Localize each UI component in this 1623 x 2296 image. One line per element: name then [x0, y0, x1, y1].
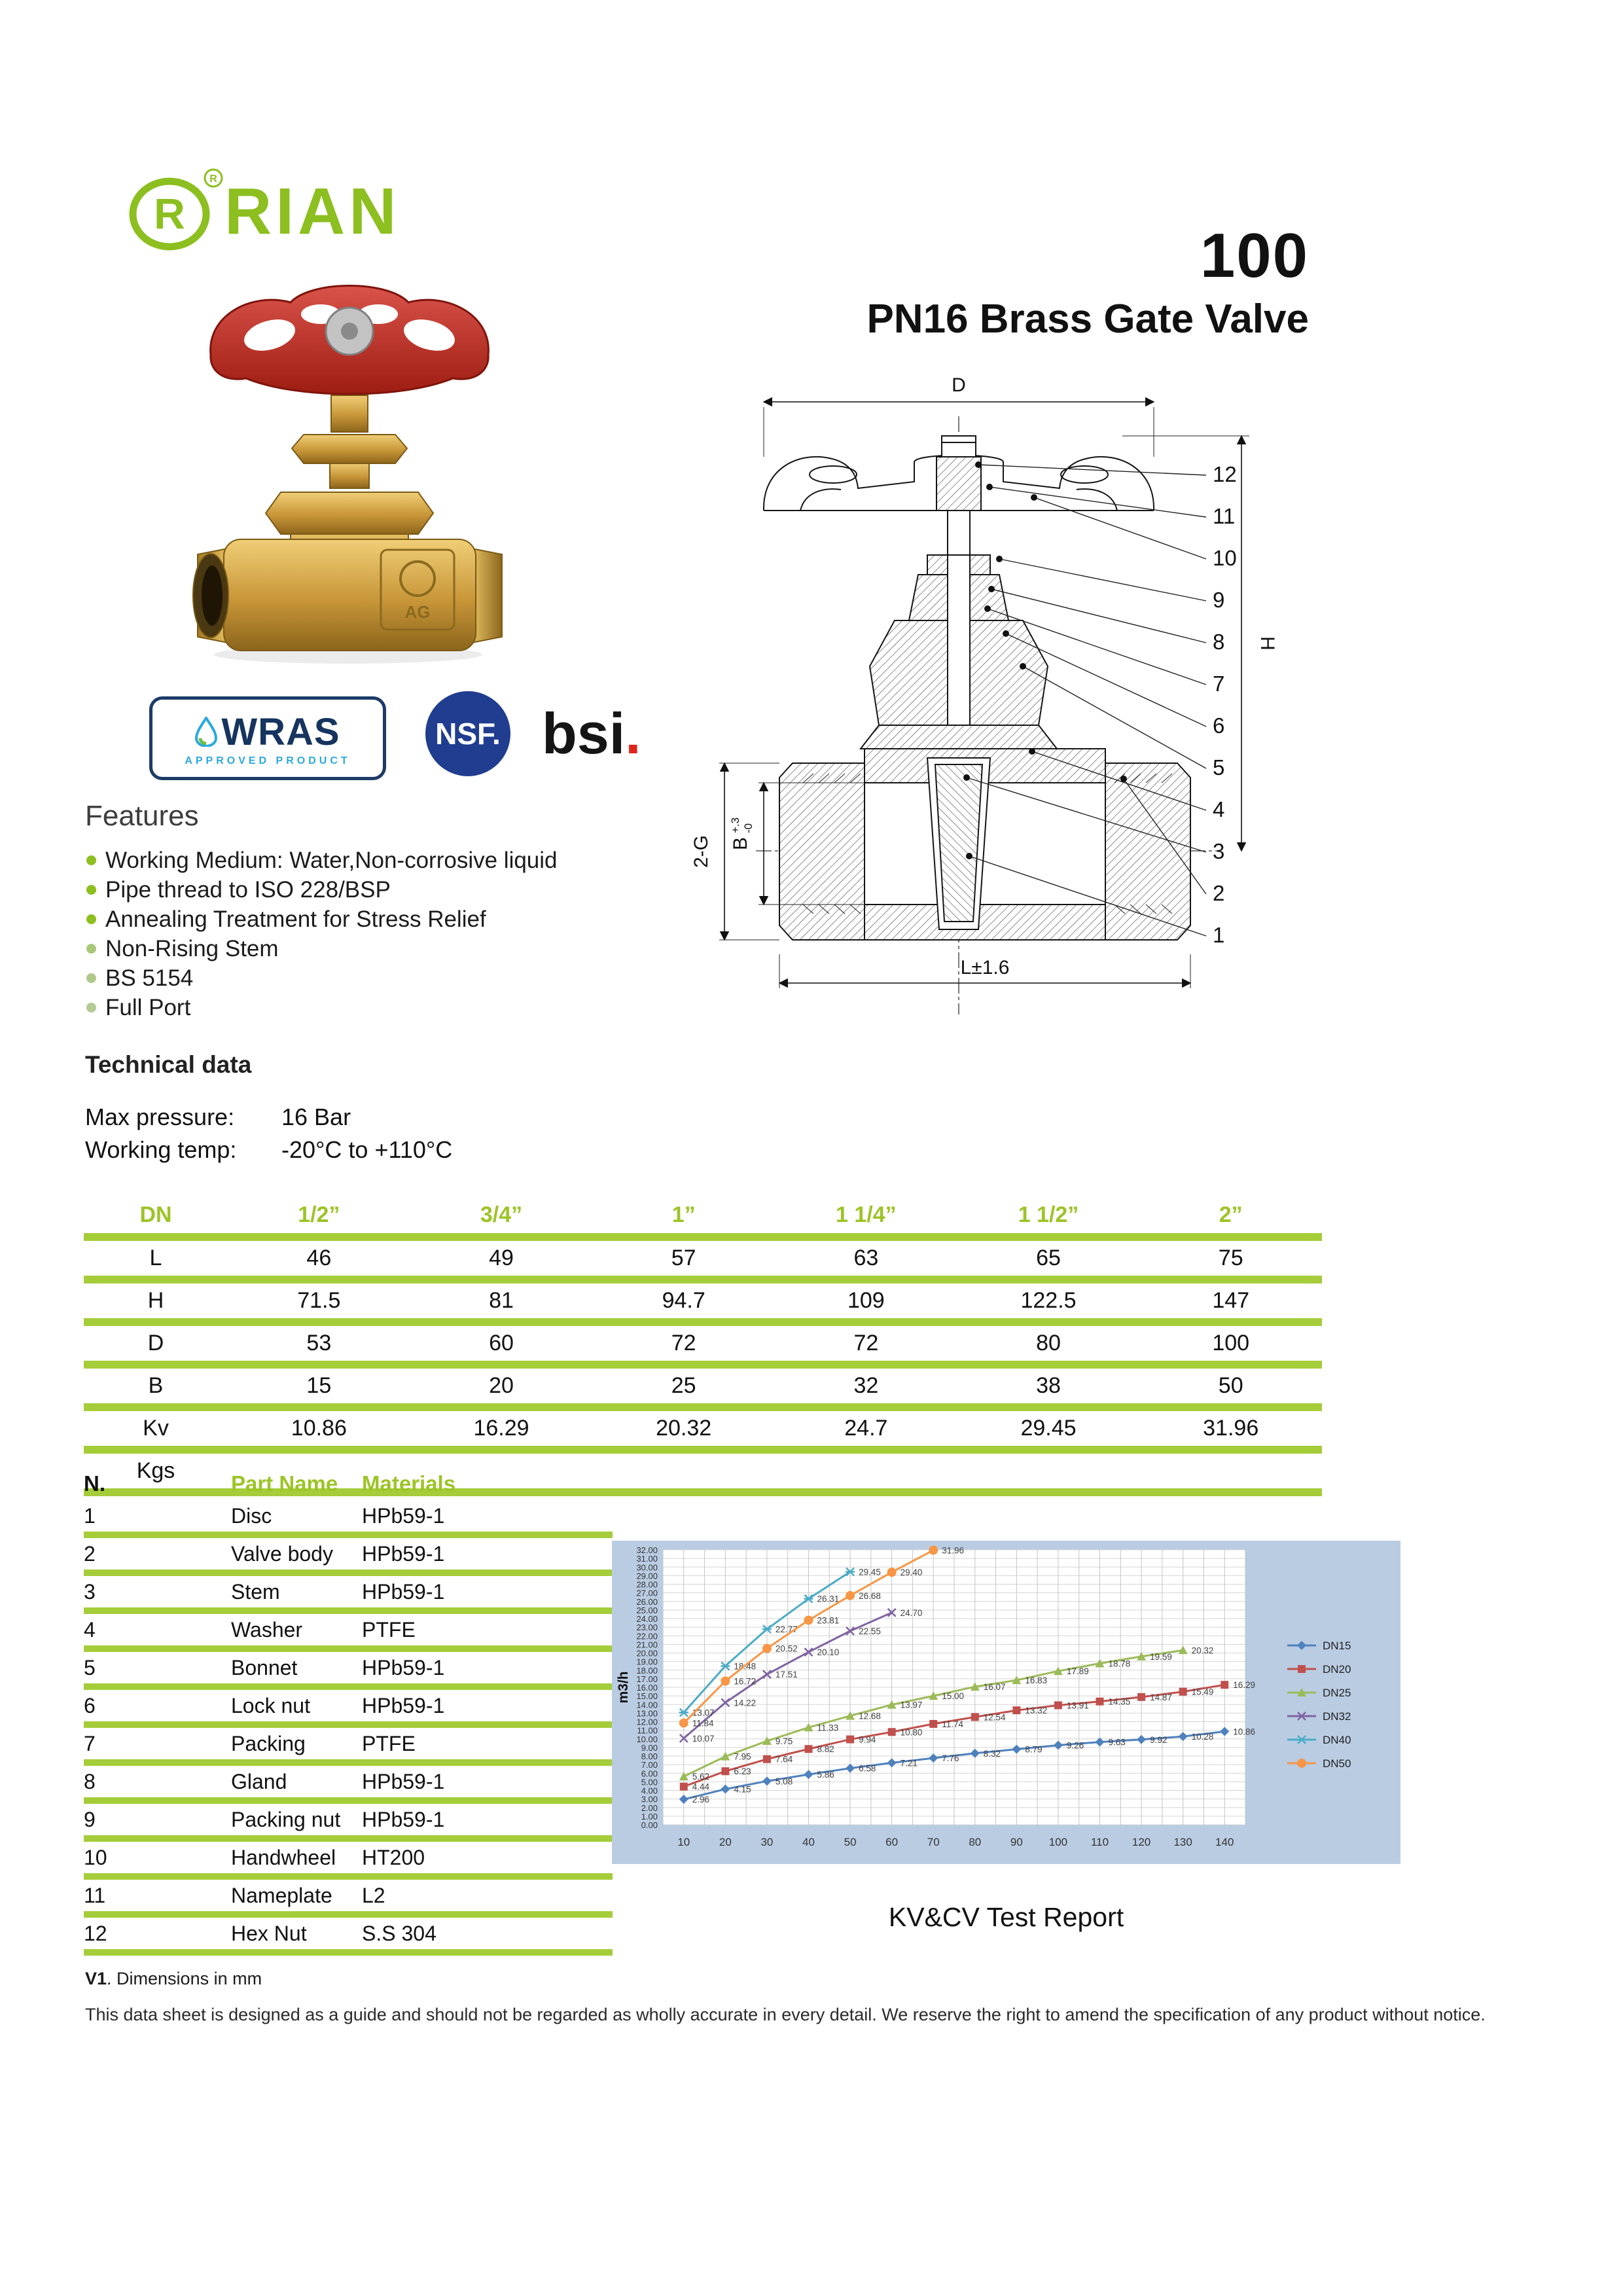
x-tick-label: 40	[802, 1836, 815, 1848]
data-label: 13.97	[900, 1700, 923, 1710]
y-tick-label: 29.00	[636, 1571, 658, 1581]
part-material: HPb59-1	[362, 1655, 445, 1679]
data-label: 13.91	[1066, 1700, 1089, 1711]
part-name: Hex Nut	[231, 1921, 307, 1945]
dim-label-l: L±1.6	[960, 957, 1010, 978]
dim-cell: 72	[671, 1331, 696, 1355]
hex-nut-section	[942, 436, 976, 457]
parts-table-row	[84, 1842, 613, 1873]
part-name: Nameplate	[231, 1883, 332, 1907]
x-tick-label: 110	[1090, 1836, 1109, 1848]
dim-cell: 32	[853, 1373, 879, 1398]
data-label: 20.32	[1191, 1645, 1214, 1656]
part-material: HPb59-1	[362, 1541, 445, 1566]
dim-cell: 10.86	[291, 1416, 347, 1441]
data-label: 11.74	[942, 1719, 963, 1729]
svg-text:R: R	[154, 189, 185, 238]
dim-cell: 75	[1218, 1246, 1243, 1270]
part-name: Washer	[231, 1617, 303, 1641]
dim-row-label: D	[147, 1331, 164, 1355]
y-tick-label: 3.00	[641, 1794, 658, 1804]
dim-cell: 16.29	[473, 1416, 529, 1441]
data-label: 24.70	[900, 1607, 923, 1618]
footnote-text: . Dimensions in mm	[107, 1969, 262, 1988]
features-heading: Features	[85, 800, 199, 832]
y-axis-title: m3/h	[616, 1671, 631, 1704]
part-material: HT200	[362, 1845, 425, 1869]
data-label: 9.63	[1108, 1737, 1126, 1748]
technical-data-heading: Technical data	[85, 1051, 252, 1078]
feature-item	[86, 993, 675, 1022]
callout-number: 2	[1213, 881, 1225, 905]
dim-label-b-tol-minus: -0	[742, 823, 755, 833]
data-label: 31.96	[942, 1545, 965, 1556]
data-label: 12.54	[983, 1712, 1006, 1723]
parts-table-row	[84, 1766, 613, 1797]
data-label: 16.83	[1025, 1676, 1048, 1686]
y-tick-label: 25.00	[636, 1605, 658, 1615]
dim-cell: 147	[1212, 1288, 1250, 1313]
x-tick-label: 140	[1215, 1836, 1234, 1848]
part-name: Valve body	[231, 1541, 333, 1566]
y-tick-label: 8.00	[641, 1751, 658, 1761]
photo-packing-nut-hex	[292, 435, 407, 463]
data-label: 7.64	[775, 1754, 793, 1765]
y-tick-label: 17.00	[636, 1674, 658, 1684]
callout-number: 5	[1213, 755, 1225, 780]
photo-body-cylinder	[224, 539, 476, 651]
x-tick-label: 80	[969, 1836, 982, 1848]
dim-cell: 94.7	[662, 1288, 705, 1313]
y-tick-label: 9.00	[641, 1742, 658, 1753]
legend-label: DN50	[1323, 1757, 1351, 1770]
part-material: HPb59-1	[362, 1807, 445, 1831]
y-tick-label: 1.00	[641, 1811, 658, 1821]
y-tick-label: 11.00	[637, 1725, 658, 1736]
svg-text:R: R	[209, 173, 217, 185]
dim-cell: 50	[1218, 1373, 1243, 1398]
data-label: 9.92	[1150, 1734, 1168, 1745]
dim-col-header: DN	[139, 1202, 172, 1227]
dim-row-label: B	[148, 1373, 164, 1398]
part-number: 12	[84, 1921, 107, 1945]
y-tick-label: 15.00	[636, 1691, 658, 1702]
data-label: 20.52	[775, 1643, 798, 1654]
y-tick-label: 12.00	[636, 1717, 658, 1727]
data-label: 5.08	[775, 1776, 793, 1787]
photo-stem	[331, 395, 368, 432]
data-label: 4.44	[692, 1782, 710, 1792]
y-tick-label: 18.00	[636, 1665, 658, 1676]
tech-data-value: 16 Bar	[281, 1103, 351, 1130]
tech-data-row	[85, 1134, 452, 1166]
parts-table-row	[84, 1804, 613, 1835]
y-tick-label: 22.00	[636, 1631, 658, 1641]
dim-cell: 49	[489, 1246, 514, 1270]
callout-number: 8	[1213, 630, 1225, 654]
data-label: 14.22	[734, 1698, 757, 1708]
data-label: 5.62	[692, 1772, 710, 1782]
data-label: 26.31	[817, 1594, 840, 1604]
dim-cell: 109	[847, 1288, 885, 1313]
feature-item	[86, 963, 675, 993]
data-label: 6.58	[859, 1763, 876, 1774]
y-tick-label: 10.00	[636, 1734, 658, 1744]
part-material: HPb59-1	[362, 1769, 445, 1793]
parts-table-row	[84, 1652, 613, 1683]
part-number: 2	[84, 1541, 96, 1566]
x-tick-label: 70	[927, 1836, 940, 1848]
data-label: 15.49	[1191, 1687, 1214, 1697]
dim-cell: 80	[1036, 1331, 1061, 1355]
legend-label: DN32	[1323, 1710, 1351, 1723]
x-tick-label: 130	[1173, 1836, 1192, 1848]
bullet-icon	[86, 973, 96, 983]
dimension-table-row	[84, 1326, 1322, 1361]
photo-bonnet-hex	[266, 492, 433, 534]
part-number: 5	[84, 1655, 96, 1679]
data-label: 17.51	[775, 1670, 798, 1680]
data-label: 14.35	[1108, 1696, 1131, 1707]
y-tick-label: 14.00	[636, 1700, 658, 1710]
y-tick-label: 23.00	[636, 1623, 658, 1633]
bsi-logo	[542, 700, 641, 767]
feature-text: Working Medium: Water,Non-corrosive liquid	[105, 847, 558, 873]
dim-row-label: Kv	[143, 1416, 169, 1441]
dim-cell: 60	[489, 1331, 514, 1355]
dim-cell: 57	[671, 1246, 696, 1270]
legend-label: DN25	[1323, 1687, 1351, 1699]
chart-svg	[612, 1541, 1400, 1864]
brand-logo	[128, 167, 435, 252]
photo-handwheel	[211, 286, 489, 395]
part-name: Packing	[231, 1731, 306, 1755]
part-number: 3	[84, 1579, 96, 1604]
callout-number: 10	[1213, 546, 1237, 570]
body-neck-section	[861, 725, 1057, 749]
x-tick-label: 60	[885, 1836, 899, 1848]
dim-label-b-tol-plus: +.3	[729, 817, 741, 833]
left-port-section	[779, 763, 865, 940]
data-label: 9.26	[1066, 1740, 1084, 1751]
dim-col-header: 1 1/4”	[836, 1202, 897, 1227]
product-photo	[185, 243, 515, 666]
dim-cell: 100	[1212, 1331, 1250, 1355]
callout-number: 11	[1213, 504, 1236, 528]
disclaimer: This data sheet is designed as a guide and should not be regarded as wholly accurate in every detail. We reserve the right to amend the specification of any product without notice.	[85, 2005, 1486, 2024]
part-material: PTFE	[362, 1617, 416, 1641]
part-material: S.S 304	[362, 1921, 437, 1945]
dim-cell: 25	[671, 1373, 696, 1398]
dim-col-header: 1/2”	[298, 1202, 340, 1227]
tech-data-label: Max pressure:	[85, 1103, 235, 1130]
data-label: 26.68	[859, 1590, 881, 1601]
y-tick-label: 28.00	[636, 1579, 658, 1590]
dim-col-header: 1 1/2”	[1018, 1202, 1079, 1227]
parts-table-row	[84, 1690, 613, 1721]
dim-cell: 53	[306, 1331, 332, 1355]
wras-text: WRAS	[221, 710, 340, 753]
dim-cell: 24.7	[844, 1416, 888, 1441]
dimension-table	[84, 1196, 1322, 1496]
brand-logo-mark	[133, 170, 222, 247]
part-number: 1	[84, 1503, 96, 1528]
dimension-table-row	[84, 1241, 1322, 1276]
dim-label-h: H	[1257, 636, 1278, 651]
x-tick-label: 30	[760, 1836, 774, 1848]
data-label: 16.29	[1233, 1680, 1256, 1691]
dim-row-label: H	[147, 1288, 164, 1313]
y-tick-label: 7.00	[641, 1760, 658, 1770]
data-label: 4.15	[734, 1784, 751, 1795]
y-tick-label: 6.00	[641, 1768, 658, 1779]
chart-caption: KV&CV Test Report	[888, 1902, 1124, 1932]
data-label: 16.07	[983, 1682, 1006, 1693]
part-name: Handwheel	[231, 1845, 336, 1869]
feature-text: BS 5154	[105, 965, 194, 991]
feature-item	[86, 846, 675, 875]
bullet-icon	[86, 914, 96, 924]
dim-cell: 15	[306, 1373, 332, 1398]
data-label: 8.79	[1025, 1744, 1043, 1755]
data-label: 7.76	[942, 1753, 959, 1764]
dimension-table-header	[84, 1196, 1322, 1233]
data-label: 5.86	[817, 1770, 834, 1780]
part-name: Packing nut	[231, 1807, 341, 1831]
svg-text:AG: AG	[404, 602, 431, 622]
part-material: L2	[362, 1883, 385, 1907]
data-label: 13.07	[692, 1708, 715, 1718]
part-material: HPb59-1	[362, 1503, 445, 1528]
y-tick-label: 4.00	[641, 1785, 658, 1796]
y-tick-label: 27.00	[636, 1588, 658, 1598]
dimension-table-row	[84, 1369, 1322, 1403]
data-label: 11.84	[692, 1718, 714, 1729]
wras-subtext: APPROVED PRODUCT	[185, 755, 351, 766]
y-tick-label: 13.00	[636, 1708, 658, 1719]
bsi-dot: .	[625, 701, 641, 766]
data-label: 10.80	[900, 1727, 923, 1738]
data-label: 7.95	[734, 1751, 751, 1762]
parts-table	[84, 1467, 613, 1956]
water-drop-icon	[195, 717, 217, 747]
nsf-text: NSF.	[435, 717, 501, 751]
dim-cell: 122.5	[1020, 1288, 1077, 1313]
part-name: Lock nut	[231, 1693, 310, 1717]
dim-label-2g: 2-G	[690, 834, 712, 869]
tech-data-label: Working temp:	[85, 1136, 237, 1163]
data-label: 18.78	[1108, 1659, 1131, 1669]
tech-data-value: -20°C to +110°C	[281, 1136, 453, 1163]
dim-cell: 20	[489, 1373, 514, 1398]
right-port-section	[1105, 763, 1190, 940]
nsf-logo	[425, 691, 510, 776]
parts-table-header: N. Part Name Materials	[84, 1471, 456, 1496]
part-name: Bonnet	[231, 1655, 298, 1679]
data-label: 29.45	[859, 1567, 881, 1577]
part-name: Gland	[231, 1769, 287, 1793]
data-label: 29.40	[900, 1568, 923, 1578]
data-label: 9.94	[859, 1734, 876, 1745]
callout-number: 4	[1213, 797, 1225, 821]
dim-cell: 63	[853, 1246, 879, 1270]
dim-cell: 72	[853, 1331, 879, 1355]
part-number: 7	[84, 1731, 96, 1755]
y-tick-label: 24.00	[636, 1614, 658, 1624]
parts-table-row	[84, 1538, 613, 1570]
dim-col-header: 3/4”	[480, 1202, 523, 1227]
data-label: 20.10	[817, 1647, 840, 1658]
y-tick-label: 0.00	[641, 1820, 658, 1830]
x-tick-label: 90	[1010, 1836, 1023, 1848]
data-label: 12.68	[859, 1711, 881, 1721]
data-label: 8.82	[817, 1744, 834, 1755]
bsi-text: bsi	[542, 701, 626, 766]
data-label: 22.55	[859, 1626, 881, 1637]
dim-cell: 46	[306, 1246, 332, 1270]
part-number: 8	[84, 1769, 96, 1793]
data-label: 10.28	[1191, 1732, 1214, 1742]
bullet-icon	[86, 1003, 96, 1013]
dim-cell: 31.96	[1203, 1416, 1259, 1441]
data-label: 10.86	[1233, 1727, 1256, 1737]
dim-cell: 20.32	[656, 1416, 712, 1441]
y-tick-label: 2.00	[641, 1803, 658, 1813]
dim-col-header: 1”	[671, 1202, 696, 1227]
footnote-version: V1	[85, 1969, 107, 1988]
y-tick-label: 21.00	[636, 1640, 658, 1650]
parts-table-row	[84, 1918, 613, 1949]
dim-cell: 65	[1036, 1246, 1061, 1270]
data-label: 9.75	[775, 1736, 793, 1747]
callout-number: 7	[1213, 672, 1225, 696]
x-tick-label: 100	[1048, 1836, 1068, 1848]
dim-col-header: 2”	[1219, 1202, 1243, 1227]
data-label: 17.89	[1066, 1666, 1089, 1677]
data-label: 10.07	[692, 1733, 715, 1744]
data-label: 2.96	[692, 1795, 710, 1805]
y-tick-label: 16.00	[636, 1683, 658, 1693]
y-tick-label: 30.00	[636, 1562, 658, 1573]
y-tick-label: 20.00	[636, 1648, 658, 1659]
wras-logo	[149, 696, 386, 780]
y-tick-label: 5.00	[641, 1777, 658, 1787]
feature-item	[86, 905, 675, 934]
part-number: 6	[84, 1693, 96, 1717]
part-number: 10	[84, 1845, 107, 1869]
y-tick-label: 32.00	[636, 1545, 658, 1555]
parts-table-row	[84, 1576, 613, 1607]
callout-number: 9	[1213, 588, 1225, 612]
brand-logo-text: RIAN	[224, 175, 401, 248]
dimension-table-row	[84, 1283, 1322, 1318]
feature-text: Pipe thread to ISO 228/BSP	[105, 876, 391, 903]
callout-number: 1	[1213, 923, 1225, 947]
data-label: 6.23	[734, 1767, 751, 1777]
legend-label: DN15	[1323, 1640, 1351, 1652]
parts-table-row	[84, 1880, 613, 1911]
kv-cv-chart	[612, 1541, 1400, 1864]
callout-number: 3	[1213, 839, 1225, 863]
data-label: 19.59	[1150, 1651, 1172, 1662]
data-label: 13.32	[1025, 1706, 1048, 1716]
part-material: PTFE	[362, 1731, 416, 1755]
bullet-icon	[86, 944, 96, 954]
callout-number: 6	[1213, 713, 1225, 738]
part-number: 11	[84, 1883, 106, 1907]
parts-table-row	[84, 1728, 613, 1759]
parts-table-row	[84, 1614, 613, 1645]
part-number: 9	[84, 1807, 96, 1831]
x-tick-label: 20	[719, 1836, 732, 1848]
legend-label: DN40	[1323, 1734, 1351, 1746]
dimension-table-row	[84, 1411, 1322, 1446]
feature-text: Full Port	[105, 994, 191, 1020]
dim-cell: 29.45	[1020, 1416, 1077, 1441]
parts-table-row	[84, 1500, 613, 1532]
dim-label-b-group	[729, 817, 755, 850]
data-label: 11.33	[817, 1723, 839, 1733]
dim-cell: 71.5	[297, 1288, 341, 1313]
model-number: 100	[1200, 221, 1309, 291]
data-label: 16.72	[734, 1676, 757, 1687]
y-tick-label: 26.00	[636, 1596, 658, 1607]
y-tick-label: 31.00	[636, 1554, 658, 1564]
dim-label-b: B	[730, 836, 751, 851]
part-material: HPb59-1	[362, 1579, 445, 1604]
page-title: PN16 Brass Gate Valve	[866, 296, 1309, 342]
data-label: 7.21	[900, 1758, 918, 1768]
dim-label-d: D	[952, 374, 966, 396]
data-label: 22.77	[775, 1624, 798, 1635]
features-list	[86, 846, 675, 1022]
feature-item	[86, 934, 675, 963]
x-tick-label: 50	[844, 1836, 857, 1848]
data-label: 14.87	[1150, 1692, 1172, 1702]
part-material: HPb59-1	[362, 1693, 445, 1717]
feature-text: Non-Rising Stem	[105, 935, 279, 961]
feature-text: Annealing Treatment for Stress Relief	[105, 906, 486, 932]
data-label: 18.48	[734, 1661, 757, 1672]
callout-number: 12	[1213, 462, 1237, 486]
feature-item	[86, 875, 675, 905]
bullet-icon	[86, 885, 96, 895]
technical-data-rows	[85, 1101, 452, 1166]
bullet-icon	[86, 855, 96, 865]
part-name: Stem	[231, 1579, 280, 1604]
x-tick-label: 120	[1132, 1836, 1151, 1848]
dim-row-label: L	[149, 1246, 162, 1270]
hub-section	[936, 457, 981, 511]
part-number: 4	[84, 1617, 96, 1641]
tech-data-row	[85, 1101, 452, 1134]
dim-cell: 81	[489, 1288, 514, 1313]
part-name: Disc	[231, 1503, 272, 1528]
dim-cell: 38	[1036, 1373, 1061, 1398]
footnote	[85, 1969, 262, 1989]
dim-row-label: Kgs	[136, 1458, 175, 1483]
data-label: 8.32	[983, 1748, 1001, 1759]
technical-drawing	[664, 359, 1306, 1052]
data-label: 23.81	[817, 1615, 840, 1626]
y-tick-label: 19.00	[636, 1657, 658, 1667]
x-tick-label: 10	[677, 1836, 690, 1848]
data-label: 15.00	[942, 1691, 965, 1702]
legend-label: DN20	[1323, 1663, 1351, 1676]
